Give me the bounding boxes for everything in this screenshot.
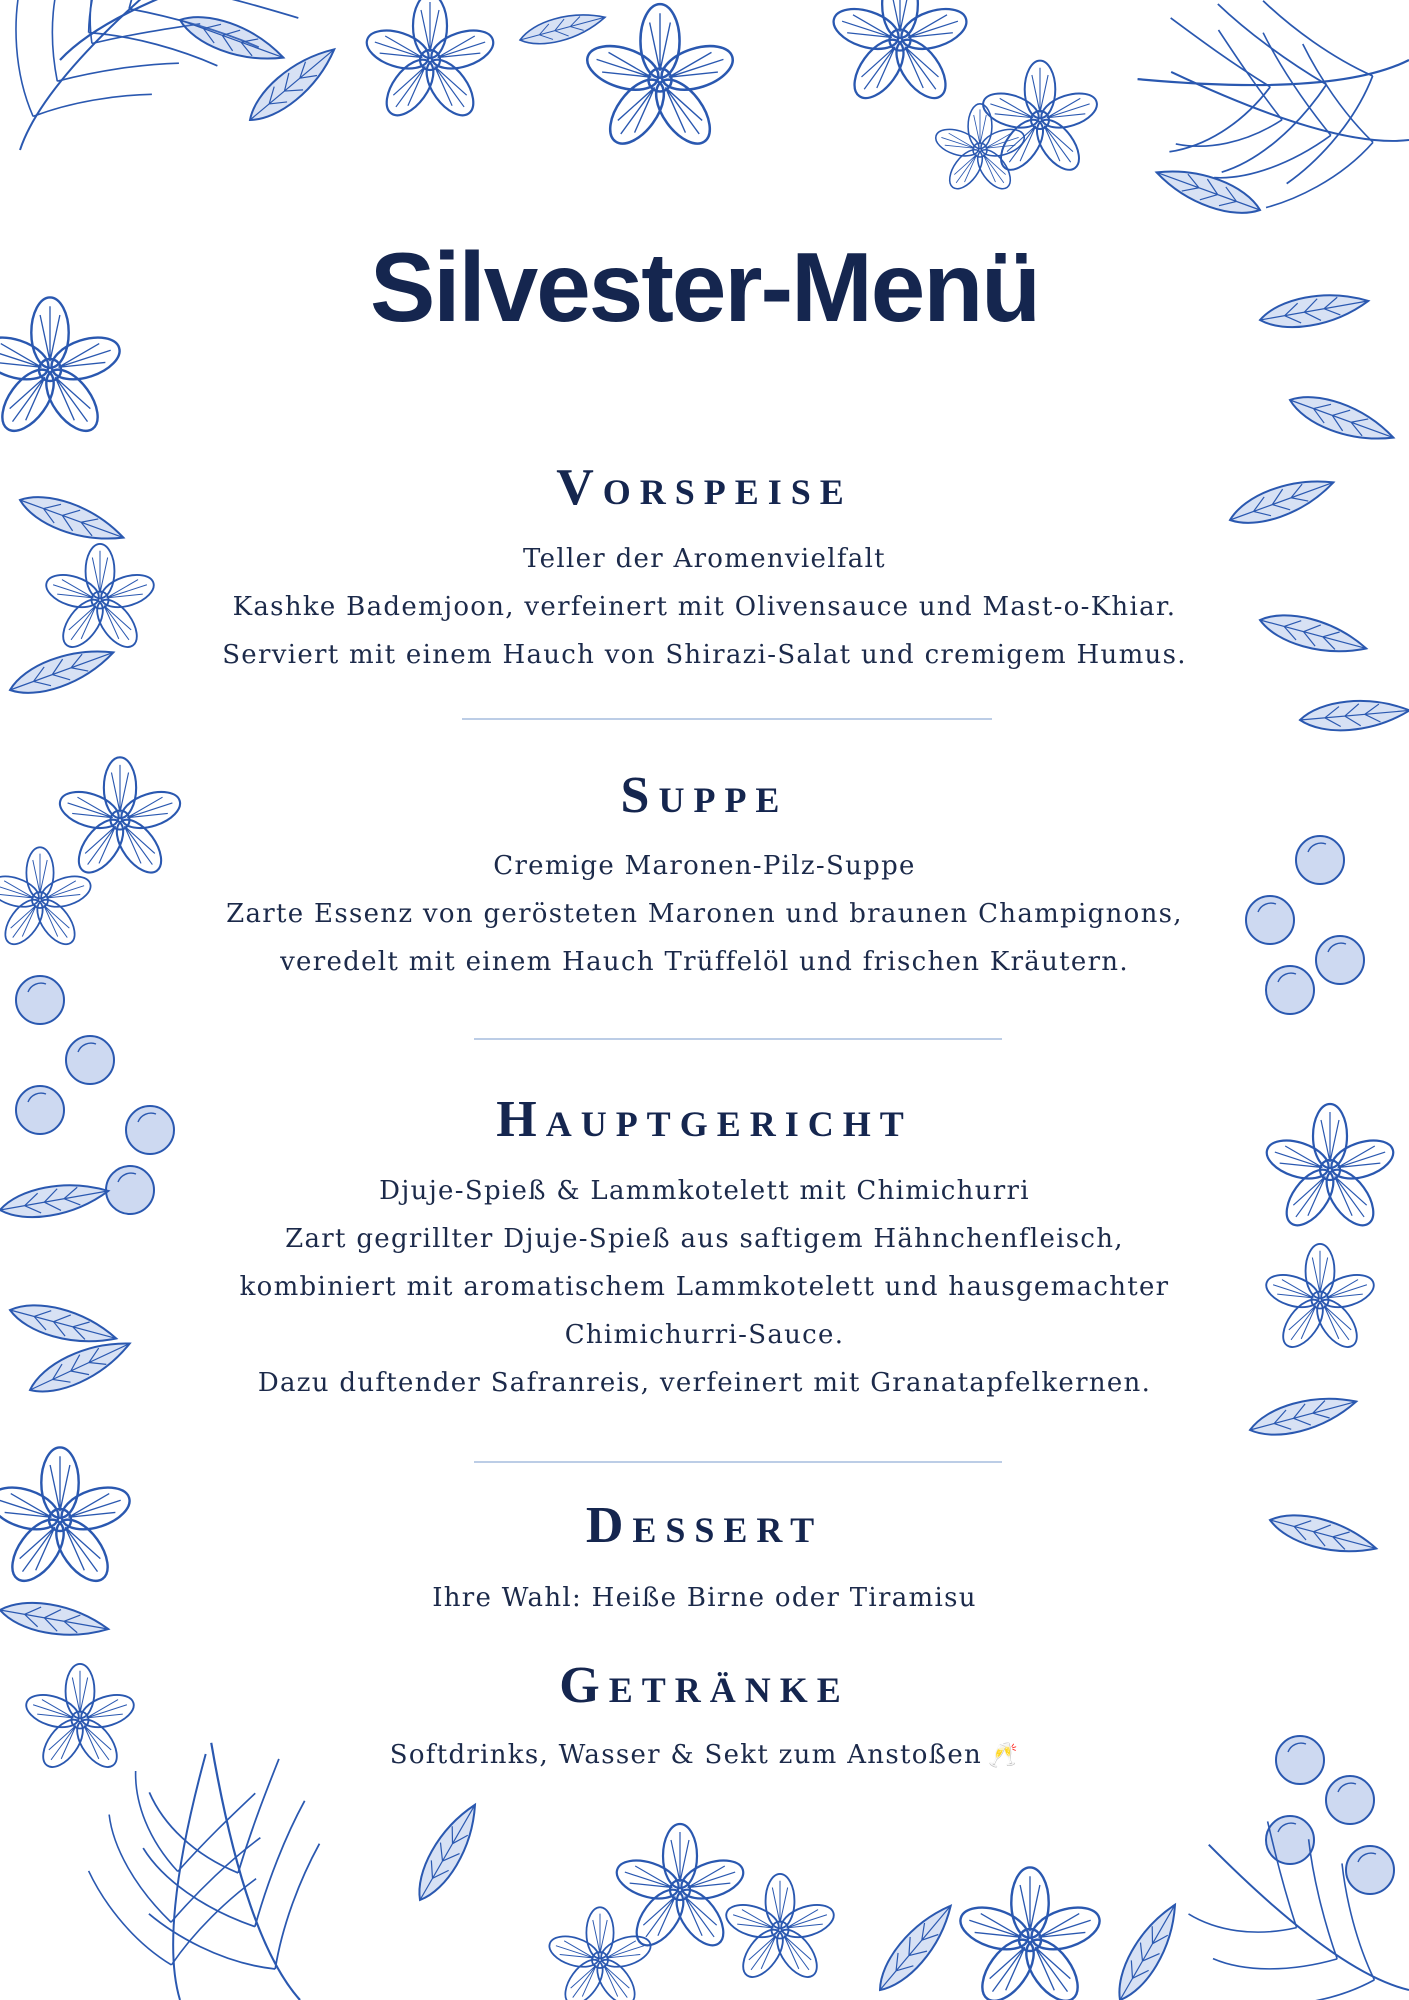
page-title: Silvester-Menü [369, 232, 1040, 342]
section-heading-vorspeise: Vorspeise [556, 459, 853, 516]
dish-description: Dazu duftender Safranreis, verfeinert mit Granatapfelkernen. [257, 1368, 1152, 1398]
drinks-text: Softdrinks, Wasser & Sekt zum Anstoßen [389, 1740, 983, 1770]
dish-title-hauptgericht: Djuje-Spieß & Lammkotelett mit Chimichurri [379, 1176, 1030, 1206]
dish-description: Zart gegrillter Djuje-Spieß aus saftigem Hähnchenfleisch, [285, 1224, 1124, 1254]
section-divider [474, 1461, 1002, 1463]
dish-description: Serviert mit einem Hauch von Shirazi-Salat und cremigem Humus. [222, 640, 1187, 670]
dish-description: veredelt mit einem Hauch Trüffelöl und frischen Kräutern. [280, 947, 1129, 977]
section-divider [462, 718, 992, 720]
section-heading-hauptgericht: Hauptgericht [496, 1091, 913, 1148]
drinks-line [0, 1742, 1409, 1768]
dish-description: Zarte Essenz von gerösteten Maronen und braunen Champignons, [226, 899, 1183, 929]
dish-title-suppe: Cremige Maronen-Pilz-Suppe [493, 851, 916, 881]
dish-title-vorspeise: Teller der Aromenvielfalt [523, 544, 886, 574]
section-divider [474, 1038, 1002, 1040]
dish-title-dessert: Ihre Wahl: Heiße Birne oder Tiramisu [432, 1583, 977, 1613]
section-heading-dessert: Dessert [585, 1497, 824, 1554]
dish-description: kombiniert mit aromatischem Lammkotelett und hausgemachter [239, 1272, 1170, 1302]
dish-description: Kashke Bademjoon, verfeinert mit Olivensauce und Mast-o-Khiar. [232, 592, 1177, 622]
dish-description: Chimichurri-Sauce. [564, 1320, 845, 1350]
section-heading-suppe: Suppe [620, 767, 789, 824]
section-heading-getraenke: Getränke [559, 1657, 850, 1714]
clinking-glasses-icon: 🥂 [988, 1741, 1020, 1769]
